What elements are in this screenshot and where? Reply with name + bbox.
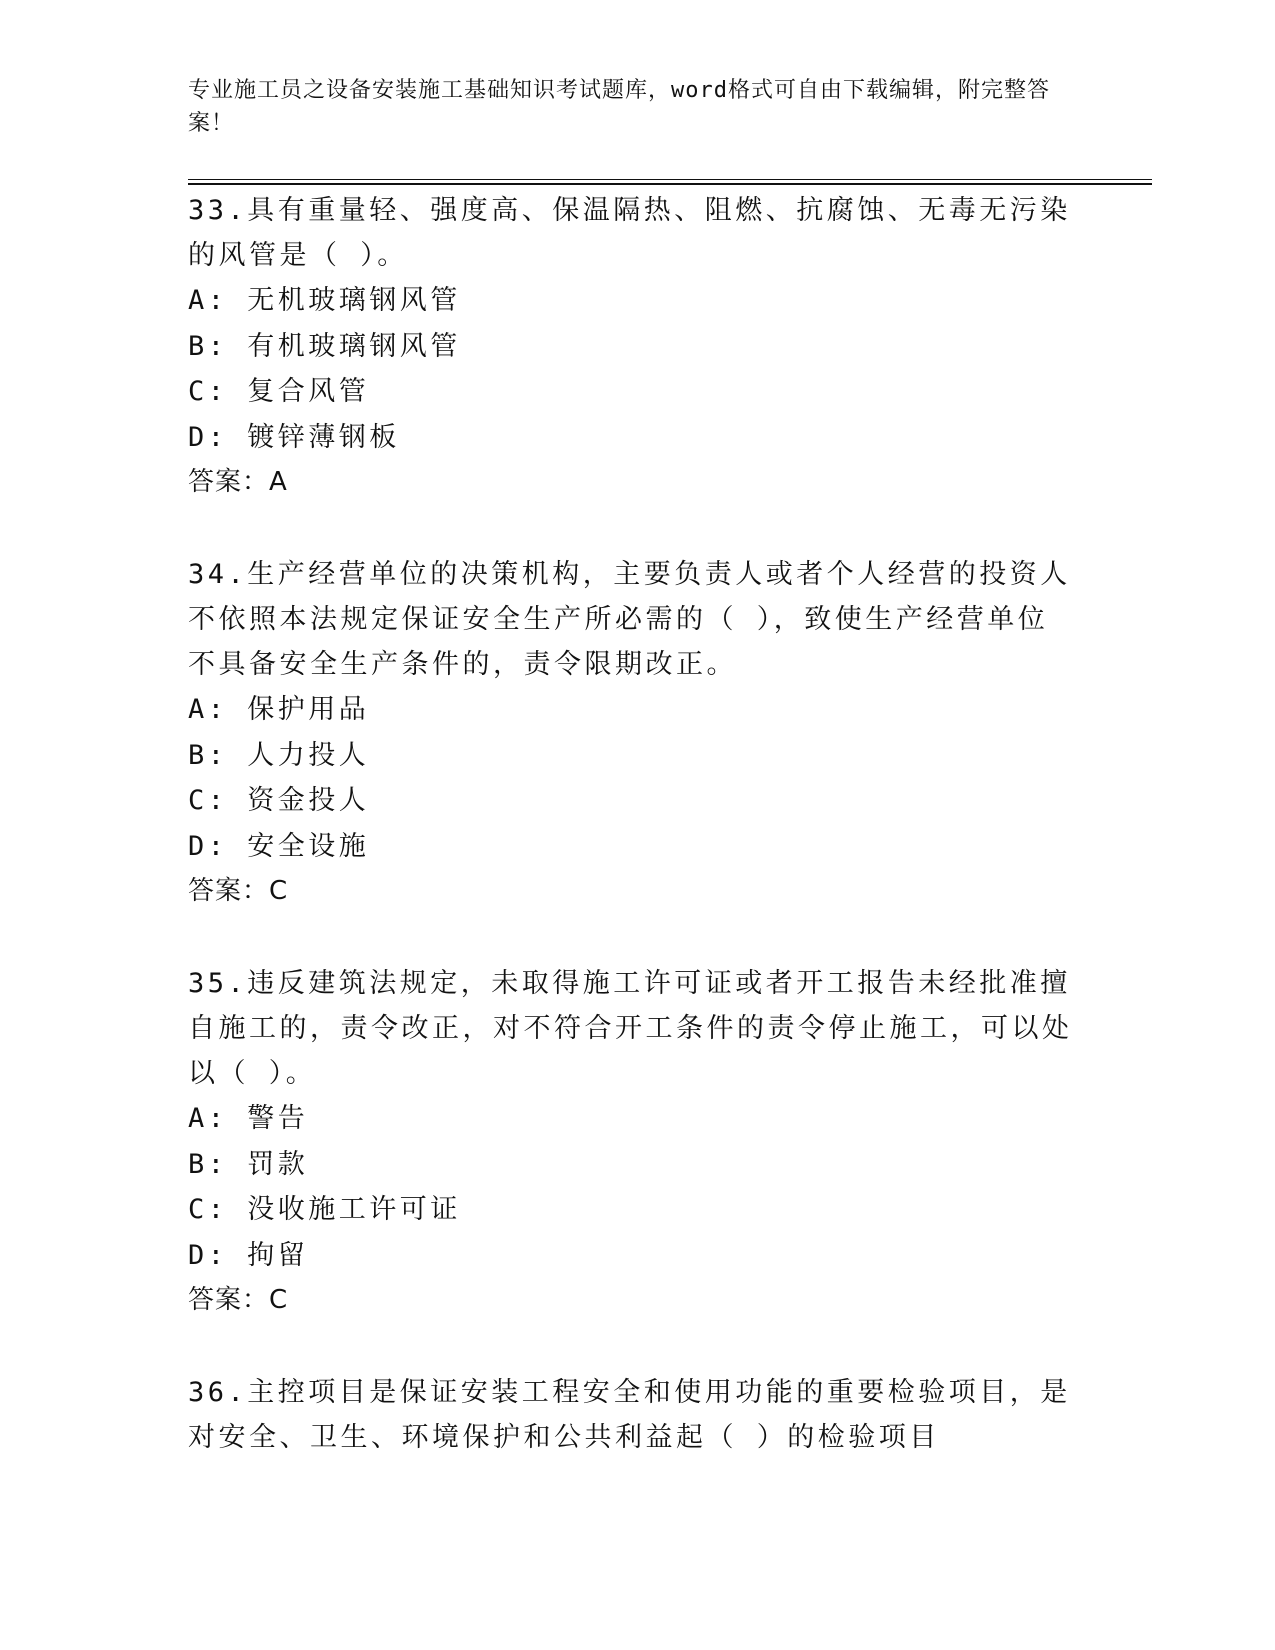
- question-text: 36.主控项目是保证安装工程安全和使用功能的重要检验项目，是对安全、卫生、环境保护和公共利益起（ ）的检验项目: [188, 1377, 1071, 1453]
- option-c: [188, 1187, 1078, 1233]
- header-divider-thick: [188, 183, 1152, 185]
- option-text: 有机玻璃钢风管: [247, 330, 461, 362]
- option-a: [188, 687, 1078, 733]
- option-key: C:: [188, 376, 228, 407]
- document-title: 专业施工员之设备安装施工基础知识考试题库，word格式可自由下载编辑，附完整答案！: [188, 78, 1050, 136]
- option-text: 人力投人: [247, 739, 370, 771]
- answer-line: 答案：A: [188, 467, 288, 497]
- option-key: A:: [188, 285, 228, 316]
- header-divider-thin: [188, 179, 1152, 180]
- option-key: D:: [188, 421, 228, 453]
- question-35: [188, 961, 1078, 1323]
- option-b: [188, 1142, 1078, 1188]
- option-key: B:: [188, 739, 228, 771]
- option-text: 警告: [247, 1103, 309, 1134]
- option-text: 镀锌薄钢板: [247, 421, 400, 453]
- question-text: 35.违反建筑法规定，未取得施工许可证或者开工报告未经批准擅自施工的，责令改正，对不符合开工条件的责令停止施工，可以处以（ ）。: [188, 968, 1073, 1089]
- option-d: [188, 1233, 1078, 1279]
- option-a: [188, 278, 1078, 324]
- option-d: [188, 824, 1078, 870]
- option-d: [188, 415, 1078, 461]
- option-text: 没收施工许可证: [247, 1194, 461, 1225]
- answer-line: 答案：C: [188, 876, 289, 906]
- option-c: [188, 369, 1078, 415]
- option-text: 无机玻璃钢风管: [247, 285, 461, 316]
- question-text: 34.生产经营单位的决策机构，主要负责人或者个人经营的投资人不依照本法规定保证安全生产所必需的（ ），致使生产经营单位不具备安全生产条件的，责令限期改正。: [188, 559, 1071, 680]
- option-b: [188, 324, 1078, 370]
- question-text: 33.具有重量轻、强度高、保温隔热、阻燃、抗腐蚀、无毒无污染的风管是（ ）。: [188, 195, 1071, 271]
- option-key: C:: [188, 785, 228, 816]
- question-33: [188, 188, 1078, 505]
- question-34: [188, 552, 1078, 914]
- option-b: [188, 733, 1078, 779]
- option-c: [188, 778, 1078, 824]
- option-key: C:: [188, 1194, 228, 1225]
- option-text: 复合风管: [247, 376, 370, 407]
- option-key: B:: [188, 330, 228, 362]
- answer-line: 答案：C: [188, 1285, 289, 1315]
- option-text: 资金投人: [247, 785, 370, 816]
- option-key: B:: [188, 1148, 228, 1180]
- question-36: [188, 1370, 1078, 1460]
- option-text: 罚款: [247, 1148, 309, 1180]
- option-key: D:: [188, 830, 228, 862]
- option-key: D:: [188, 1239, 228, 1271]
- option-key: A:: [188, 1103, 228, 1134]
- option-key: A:: [188, 694, 228, 725]
- option-text: 拘留: [247, 1239, 309, 1271]
- option-a: [188, 1096, 1078, 1142]
- option-text: 保护用品: [247, 694, 370, 725]
- option-text: 安全设施: [247, 830, 370, 862]
